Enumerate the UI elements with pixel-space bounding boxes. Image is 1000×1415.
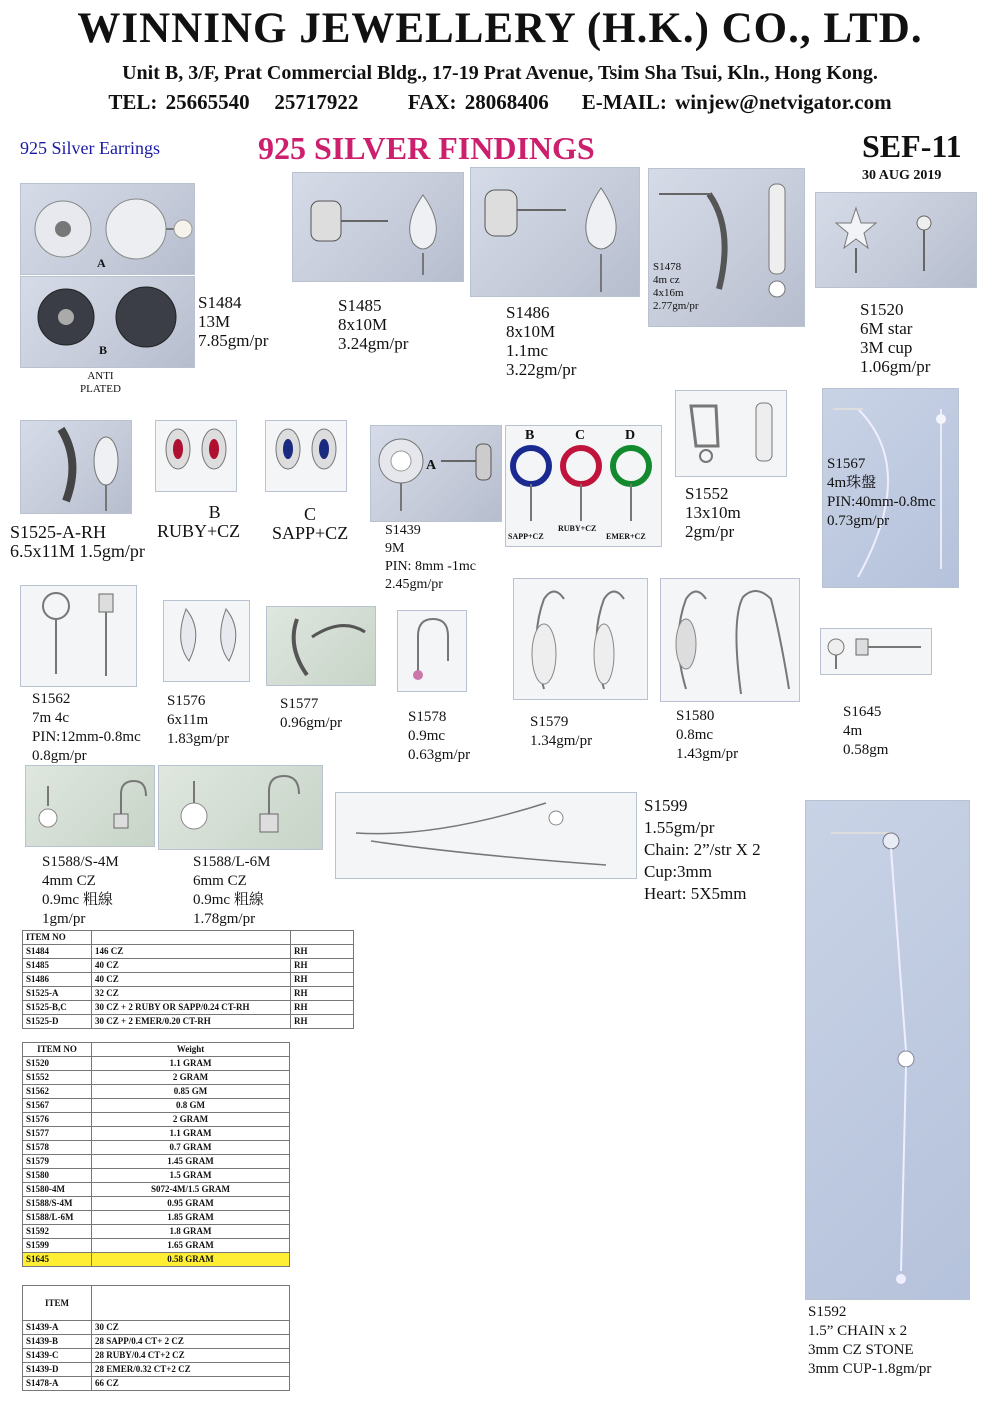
- earring-fish-hook-icon: [661, 579, 799, 701]
- ruby-caption: RUBY+CZ: [558, 524, 597, 533]
- s1645-info: S1645 4m 0.58gm: [843, 704, 889, 758]
- table-row: S1580-4M S072-4M/1.5 GRAM: [23, 1183, 290, 1197]
- photo-s1552: [675, 390, 787, 477]
- s1552-info: S1552 13x10m 2gm/pr: [685, 484, 741, 541]
- table-row: S1439-D 28 EMER/0.32 CT+2 CZ: [23, 1363, 290, 1377]
- table-row-highlighted: S1645 0.58 GRAM: [23, 1253, 290, 1267]
- table-row: S1578 0.7 GRAM: [23, 1141, 290, 1155]
- catalog-date: 30 AUG 2019: [862, 168, 942, 183]
- photo-s1580: [660, 578, 800, 702]
- earring-cup-pin-icon: [21, 586, 136, 686]
- photo-s1520: [815, 192, 977, 288]
- s1525-c-info: C SAPP+CZ: [272, 504, 349, 543]
- s1520-info: S1520 6M star 3M cup 1.06gm/pr: [860, 300, 931, 376]
- photo-s1645: [820, 628, 932, 675]
- photo-s1576: [163, 600, 250, 682]
- s1580-info: S1580 0.8mc 1.43gm/pr: [676, 708, 739, 762]
- variant-c-label: C: [575, 428, 586, 443]
- s1485-info: S1485 8x10M 3.24gm/pr: [338, 296, 409, 353]
- photo-s1592: [805, 800, 970, 1300]
- variant-b-label: B: [99, 343, 108, 357]
- photo-s1588-s: [25, 765, 155, 847]
- photo-s1578: [397, 610, 467, 692]
- table-row: S1525-D 30 CZ + 2 EMER/0.20 CT-RH RH: [23, 1015, 354, 1029]
- variant-a-label: A: [426, 458, 437, 473]
- photo-s1562: [20, 585, 137, 687]
- variant-b-label: B: [525, 428, 535, 443]
- photo-s1579: [513, 578, 648, 700]
- photo-s1599: [335, 792, 637, 879]
- earring-ball-icon: [21, 184, 194, 274]
- s1576-info: S1576 6x11m 1.83gm/pr: [167, 693, 230, 747]
- table-row: S1485 40 CZ RH: [23, 959, 354, 973]
- s1599-info: S1599 1.55gm/pr Chain: 2”/str X 2 Cup:3mm Heart: 5X5mm: [644, 796, 761, 903]
- table-row: S1588/S-4M 0.95 GRAM: [23, 1197, 290, 1211]
- s1567-caption: S1567 4m珠盤 PIN:40mm-0.8mc 0.73gm/pr: [827, 456, 936, 529]
- s1588-s-info: S1588/S-4M 4mm CZ 0.9mc 粗線 1gm/pr: [42, 854, 119, 927]
- table-row: S1567 0.8 GM: [23, 1099, 290, 1113]
- weight-table: [22, 1042, 290, 1267]
- table-row: S1525-B,C 30 CZ + 2 RUBY OR SAPP/0.24 CT-RH RH: [23, 1001, 354, 1015]
- photo-s1485: [292, 172, 464, 282]
- earring-fish-hook-icon: [398, 611, 466, 691]
- photo-s1486: [470, 167, 640, 297]
- photo-s1577: [266, 606, 376, 686]
- table-row: S1484 146 CZ RH: [23, 945, 354, 959]
- earring-cup-stud-icon: [821, 629, 931, 674]
- table-row: S1439-A 30 CZ: [23, 1321, 290, 1335]
- earring-stud-pear-icon: [471, 168, 639, 296]
- s1579-info: S1579 1.34gm/pr: [530, 714, 593, 749]
- earring-fish-hook-icon: [514, 579, 647, 699]
- table-header: ITEM NO: [23, 931, 92, 945]
- variant-d-label: D: [625, 428, 636, 443]
- earring-star-icon: [816, 193, 976, 287]
- earring-hook-cz-icon: [26, 766, 154, 846]
- table-row: S1520 1.1 GRAM: [23, 1057, 290, 1071]
- catalog-code: SEF-11: [862, 128, 962, 164]
- earring-leaf-icon: [164, 601, 249, 681]
- s1588-l-info: S1588/L-6M 6mm CZ 0.9mc 粗線 1.78gm/pr: [193, 854, 271, 927]
- category-label: 925 Silver Earrings: [20, 138, 160, 158]
- stone-count-table: [22, 1285, 290, 1391]
- table-row: S1577 1.1 GRAM: [23, 1127, 290, 1141]
- earring-ball-dark-icon: [21, 277, 194, 367]
- stone-table: [22, 930, 354, 1029]
- table-row: S1439-B 28 SAPP/0.4 CT+ 2 CZ: [23, 1335, 290, 1349]
- earring-stud-pear-icon: [293, 173, 463, 281]
- s1478-caption: S1478 4m cz 4x16m 2.77gm/pr: [653, 261, 699, 312]
- sapp-caption: SAPP+CZ: [508, 532, 544, 541]
- company-name: WINNING JEWELLERY (H.K.) CO., LTD.: [77, 5, 923, 52]
- earring-lever-back-icon: [676, 391, 786, 476]
- s1439-info: S1439 9M PIN: 8mm -1mc 2.45gm/pr: [385, 523, 476, 592]
- anti-plated-note: ANTI PLATED: [80, 370, 121, 395]
- s1484-info: S1484 13M 7.85gm/pr: [198, 293, 269, 350]
- s1577-info: S1577 0.96gm/pr: [280, 696, 343, 731]
- s1525-b-info: B RUBY+CZ: [157, 502, 241, 541]
- earring-hook-cz-icon: [159, 766, 322, 849]
- photo-s1588-l: [158, 765, 323, 850]
- photo-s1484-b: [20, 276, 195, 368]
- table-row: S1579 1.45 GRAM: [23, 1155, 290, 1169]
- variant-a-label: A: [97, 256, 106, 270]
- company-address: Unit B, 3/F, Prat Commercial Bldg., 17-19 Prat Avenue, Tsim Sha Tsui, Kln., Hong Kong.: [122, 62, 878, 84]
- table-row: S1552 2 GRAM: [23, 1071, 290, 1085]
- earring-hoop-icon: [267, 607, 375, 685]
- photo-s1484-a: [20, 183, 195, 275]
- table-header-row: ITEM: [23, 1286, 290, 1321]
- table-row: S1592 1.8 GRAM: [23, 1225, 290, 1239]
- photo-s1525-a: [20, 420, 132, 514]
- photo-s1439-bcd: [505, 425, 662, 547]
- table-row: S1478-A 66 CZ: [23, 1377, 290, 1391]
- table-row: S1525-A 32 CZ RH: [23, 987, 354, 1001]
- photo-s1478: [648, 168, 805, 327]
- table-row: S1580 1.5 GRAM: [23, 1169, 290, 1183]
- photo-s1525-c: [265, 420, 347, 492]
- table-header-row: ITEM NO Weight: [23, 1043, 290, 1057]
- photo-s1439-a: [370, 425, 502, 522]
- table-row: S1576 2 GRAM: [23, 1113, 290, 1127]
- earring-threader-chain-icon: [336, 793, 636, 878]
- s1525-info: S1525-A-RH 6.5x11M 1.5gm/pr: [10, 522, 145, 561]
- earring-sapphire-icon: [266, 421, 346, 491]
- photo-s1567: [822, 388, 959, 588]
- s1486-info: S1486 8x10M 1.1mc 3.22gm/pr: [506, 303, 577, 379]
- table-row: S1588/L-6M 1.85 GRAM: [23, 1211, 290, 1225]
- s1592-info: S1592 1.5” CHAIN x 2 3mm CZ STONE 3mm CUP-1.8gm/pr: [808, 1304, 932, 1377]
- earring-ruby-icon: [156, 421, 236, 491]
- page-title: 925 SILVER FINDINGS: [258, 130, 595, 166]
- s1578-info: S1578 0.9mc 0.63gm/pr: [408, 709, 471, 763]
- earring-chain-drop-icon: [806, 801, 969, 1299]
- table-row: S1439-C 28 RUBY/0.4 CT+2 CZ: [23, 1349, 290, 1363]
- company-contact: TEL: 25665540 25717922 FAX: 28068406 E-MAIL: winjew@netvigator.com: [108, 90, 892, 114]
- table-row: S1599 1.65 GRAM: [23, 1239, 290, 1253]
- table-row: S1486 40 CZ RH: [23, 973, 354, 987]
- photo-s1525-b: [155, 420, 237, 492]
- table-row: S1562 0.85 GM: [23, 1085, 290, 1099]
- s1562-info: S1562 7m 4c PIN:12mm-0.8mc 0.8gm/pr: [32, 691, 141, 764]
- earring-marquise-icon: [21, 421, 131, 513]
- emer-caption: EMER+CZ: [606, 532, 646, 541]
